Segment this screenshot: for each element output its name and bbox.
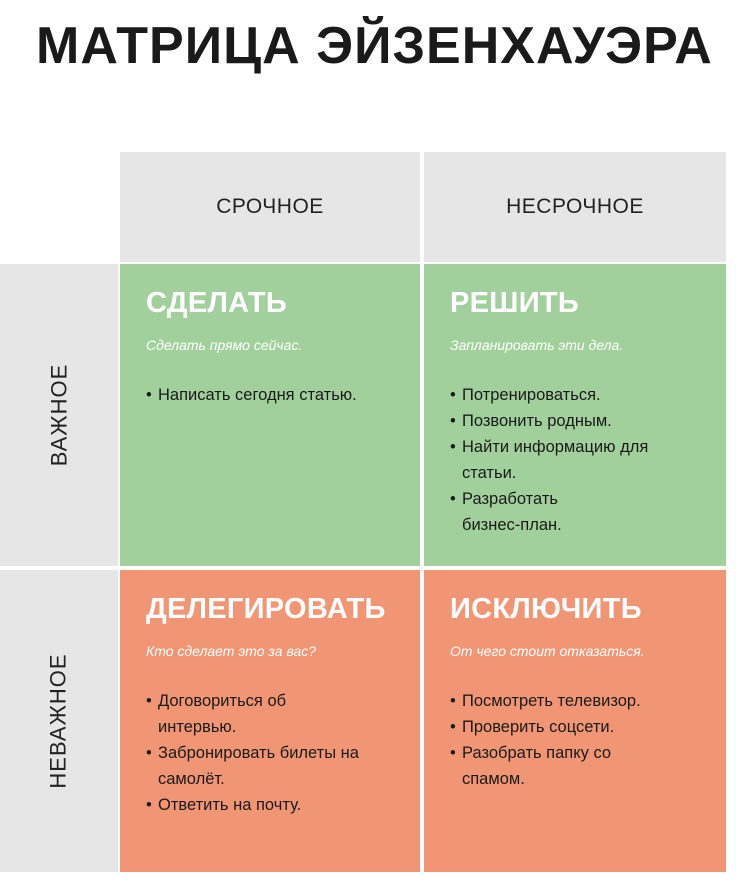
quadrant-delegate-title: ДЕЛЕГИРОВАТЬ xyxy=(146,593,386,625)
page-title: МАТРИЦА ЭЙЗЕНХАУЭРА xyxy=(36,17,713,75)
list-item: • Разработать бизнес-план. xyxy=(450,486,612,538)
quadrant-do xyxy=(120,264,420,566)
list-item: • Написать сегодня статью. xyxy=(146,382,358,408)
list-item: • Посмотреть телевизор. xyxy=(450,688,722,714)
quadrant-do-title: СДЕЛАТЬ xyxy=(146,287,288,319)
list-item: • Проверить соцсети. xyxy=(450,714,708,740)
column-header-not-urgent: НЕСРОЧНОЕ xyxy=(424,152,726,262)
quadrant-decide xyxy=(424,264,726,566)
list-item: • Договориться об интервью. xyxy=(146,688,358,740)
row-header-important-label: ВАЖНОЕ xyxy=(45,363,71,467)
list-item: • Найти информацию для статьи. xyxy=(450,434,662,486)
list-item: • Позвонить родным. xyxy=(450,408,708,434)
quadrant-decide-subtitle: Запланировать эти дела. xyxy=(450,337,624,353)
quadrant-delegate-list xyxy=(146,688,402,818)
row-header-not-important-label: НЕВАЖНОЕ xyxy=(46,653,72,789)
quadrant-delete xyxy=(424,570,726,872)
row-header-not-important xyxy=(0,570,118,872)
list-item: • Забронировать билеты на самолёт. xyxy=(146,740,398,792)
quadrant-do-subtitle: Сделать прямо сейчас. xyxy=(146,337,303,353)
quadrant-delete-title: ИСКЛЮЧИТЬ xyxy=(450,593,642,625)
quadrant-delete-subtitle: От чего стоит отказаться. xyxy=(450,643,645,659)
quadrant-decide-list xyxy=(450,382,708,538)
row-header-important xyxy=(0,264,118,566)
quadrant-delete-list xyxy=(450,688,708,792)
quadrant-decide-title: РЕШИТЬ xyxy=(450,287,580,319)
list-item: • Потренироваться. xyxy=(450,382,708,408)
eisenhower-matrix xyxy=(0,152,726,872)
column-header-urgent: СРОЧНОЕ xyxy=(120,152,420,262)
quadrant-delegate xyxy=(120,570,420,872)
list-item: • Разобрать папку со спамом. xyxy=(450,740,642,792)
quadrant-delegate-subtitle: Кто сделает это за вас? xyxy=(146,643,317,659)
quadrant-do-list xyxy=(146,382,402,408)
list-item: • Ответить на почту. xyxy=(146,792,402,818)
